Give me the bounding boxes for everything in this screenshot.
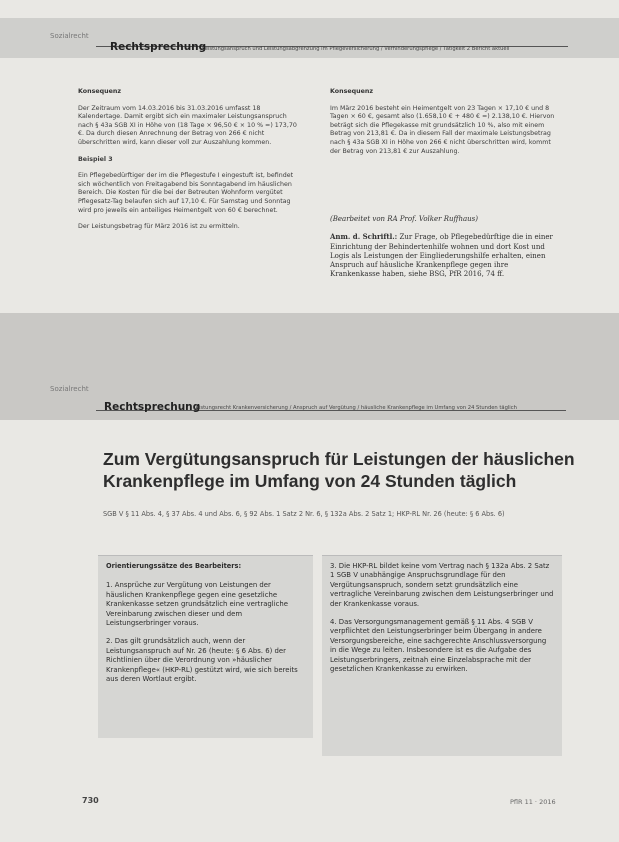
author-credit: (Bearbeitet von RA Prof. Volker Ruffhaus) [330,215,478,223]
right-column-heading: Konsequenz [330,88,374,95]
guideline-item-2: 2. Das gilt grundsätzlich auch, wenn der Leistungsanspruch auf Nr. 26 (heute: § 6 Abs. 6) der Richtlinien über die Verordnung von »häuslicher Krankenpflege« (HKP-RL) gestützt wird, wie sich bereits aus deren Wortlaut ergibt. [106,637,298,684]
guidelines-heading: Orientierungssätze des Bearbeiters: [106,562,242,570]
lower-section-label: Rechtsprechung [104,401,201,413]
upper-category-label: Sozialrecht [50,32,89,40]
left-column-paragraph-1: Der Zeitraum vom 14.03.2016 bis 31.03.2016 umfasst 18 Kalendertage. Damit ergibt sich ein maximaler Leistungsanspruch nach § 43a SGB XI in Höhe von (18 Tage × 96,50 € × 10 % =) 173,70 €. Da durch diesen Anrechnung der Betrag von 266 € nicht überschritten wird, kann dieser voll zur Auszahlung kommen. [78,104,297,146]
right-column-serif [330,215,558,288]
article-title: Zum Vergütungsanspruch für Leistungen der häuslichen Krankenpflege im Umfang von 24 Stunden täglich [103,449,575,491]
upper-section-label: Rechtsprechung [110,41,207,53]
lower-header-band [0,313,619,420]
left-column-paragraph-2: Ein Pflegebedürftiger der im die Pflegestufe I eingestuft ist, befindet sich wöchentlich von Freitagabend bis Sonntagabend im häuslichen Bereich. Die Kosten für die bei der Betreuten Wohnform vergütet Pflegesatz-Tag belaufen sich auf 17,10 €. Für Samstag und Sonntag wird pro jeweils ein anteiliges Heimentgelt von 60 € berechnet. [78,172,294,214]
guidelines-box-right [322,555,562,756]
upper-section-description: Leistungsanspruch und Leistungsabgrenzung im Pflegeversicherung / Verhinderungspflege / Tätigkeit 2 Bericht aktuell [202,46,510,52]
example-heading: Beispiel 3 [78,155,113,163]
left-column-paragraph-3: Der Leistungsbetrag für März 2016 ist zu ermitteln. [78,223,240,231]
editor-note-label: Anm. d. Schriftl.: [330,232,398,242]
right-column [330,88,558,164]
guideline-item-1: 1. Ansprüche zur Vergütung von Leistungen der häuslichen Krankenpflege gegen eine gesetzliche Krankenkasse setzen grundsätzlich eine vertragliche Vereinbarung zwischen dieser und dem Leistungserbringer voraus. [106,581,289,628]
article-norms: SGB V § 11 Abs. 4, § 37 Abs. 4 und Abs. 6, § 92 Abs. 1 Satz 2 Nr. 6, § 132a Abs. 2 Satz 1; HKP-RL Nr. 26 (heute: § 6 Abs. 6) [103,510,505,518]
editor-note [330,232,558,279]
editor-note-text: Zur Frage, ob Pflegebedürftige die in einer Einrichtung der Behindertenhilfe wohnen und dort Kost und Logis als Leistungen der Eingliederungshilfe erhalten, einen Anspruch auf häusliche Krankenpflege gegen ihre Krankenkasse haben, siehe BSG, PfR 2016, 74 ff. [330,233,553,279]
right-column-paragraph-1: Im März 2016 besteht ein Heimentgelt von 23 Tagen × 17,10 € und 8 Tagen × 60 €, gesamt also (1.658,10 € + 480 € =) 2.138,10 €. Hiervon beträgt sich die Pflegekasse mit grundsätzlich 10 %, also mit einem Betrag von 213,81 €. Da in diesem Fall der maximale Leistungsbetrag nach § 43a SGB XI in Höhe von 266 € nicht überschritten wird, kommt der Betrag von 213,81 € zur Auszahlung. [330,104,555,155]
lower-section-description: Leistungsrecht Krankenversicherung / Anspruch auf Vergütung / häusliche Krankenpflege im Umfang von 24 Stunden täglich [193,405,517,411]
left-column [78,88,302,240]
left-column-heading: Konsequenz [78,88,122,95]
guideline-item-4: 4. Das Versorgungsmanagement gemäß § 11 Abs. 4 SGB V verpflichtet den Leistungserbringer beim Übergang in andere Versorgungsbereiche, eine sachgerechte Anschlussversorgung in die Wege zu leiten. Insbesondere ist es die Aufgabe des Leistungserbringers, zeitnah eine Einzelabsprache mit der gesetzlichen Krankenkasse zu erwirken. [330,618,547,674]
upper-header-band [0,18,619,58]
guidelines-box-left [98,555,313,738]
journal-reference: PflR 11 · 2016 [510,798,556,806]
lower-category-label: Sozialrecht [50,385,89,393]
guideline-item-3: 3. Die HKP-RL bildet keine vom Vertrag nach § 132a Abs. 2 Satz 1 SGB V unabhängige Anspruchsgrundlage für den Vergütungsanspruch, sondern setzt grundsätzlich eine vertragliche Vereinbarung zwischen dem Leistungserbringer und der Krankenkasse voraus. [330,562,554,608]
page-number: 730 [82,796,99,805]
